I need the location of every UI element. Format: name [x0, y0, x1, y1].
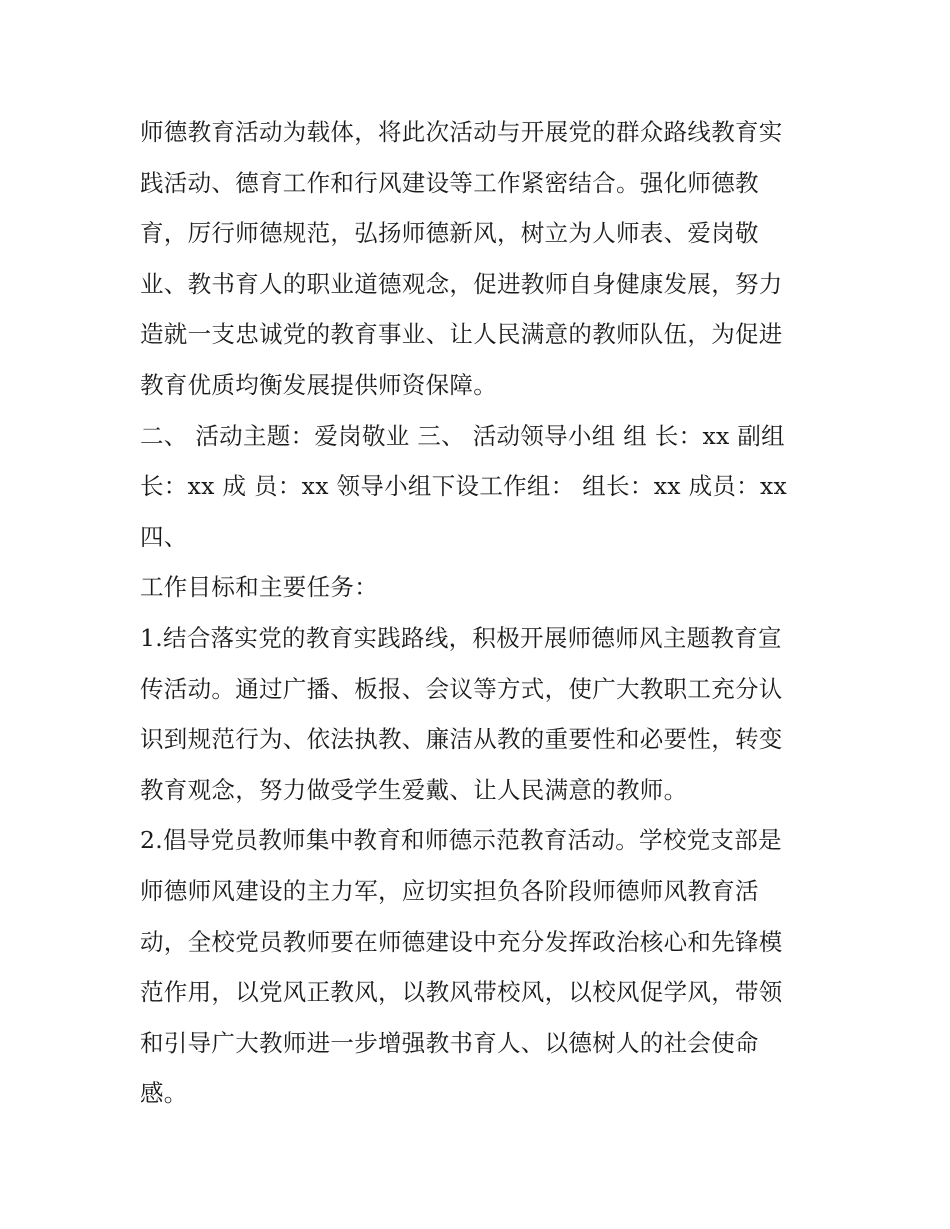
text-line: 1.结合落实党的教育实践路线，积极开展师德师风主题教育宣: [140, 623, 782, 652]
text-line: 二、 活动主题：爱岗敬业 三、 活动领导小组 组 长：xx 副组: [140, 421, 785, 450]
text-line: 范作用，以党风正教风，以教风带校风，以校风促学风，带领: [140, 978, 783, 1007]
text-line: 四、: [140, 522, 188, 551]
text-line: 践活动、德育工作和行风建设等工作紧密结合。强化师德教: [140, 168, 759, 197]
text-line: 长：xx 成 员：xx 领导小组下设工作组： 组长：xx 成员：xx: [140, 472, 788, 501]
text-line: 业、教书育人的职业道德观念，促进教师自身健康发展，努力: [140, 269, 783, 298]
text-line: 工作目标和主要任务：: [140, 573, 378, 602]
text-line: 传活动。通过广播、板报、会议等方式，使广大教职工充分认: [140, 674, 783, 703]
text-line: 师德师风建设的主力军，应切实担负各阶段师德师风教育活: [140, 876, 759, 905]
text-line: 动，全校党员教师要在师德建设中充分发挥政治核心和先锋模: [140, 927, 783, 956]
text-line: 育，厉行师德规范，弘扬师德新风，树立为人师表、爱岗敬: [140, 219, 759, 248]
text-line: 识到规范行为、依法执教、廉洁从教的重要性和必要性，转变: [140, 725, 783, 754]
text-line: 师德教育活动为载体，将此次活动与开展党的群众路线教育实: [140, 118, 783, 146]
text-line: 教育优质均衡发展提供师资保障。: [140, 370, 497, 399]
document-body: [140, 107, 820, 1119]
text-line: 造就一支忠诚党的教育事业、让人民满意的教师队伍，为促进: [140, 320, 783, 349]
text-line: 感。: [140, 1079, 188, 1108]
text-line: 教育观念，努力做受学生爱戴、让人民满意的教师。: [140, 775, 688, 804]
text-line: 2.倡导党员教师集中教育和师德示范教育活动。学校党支部是: [140, 826, 782, 855]
text-line: 和引导广大教师进一步增强教书育人、以德树人的社会使命: [140, 1028, 759, 1057]
